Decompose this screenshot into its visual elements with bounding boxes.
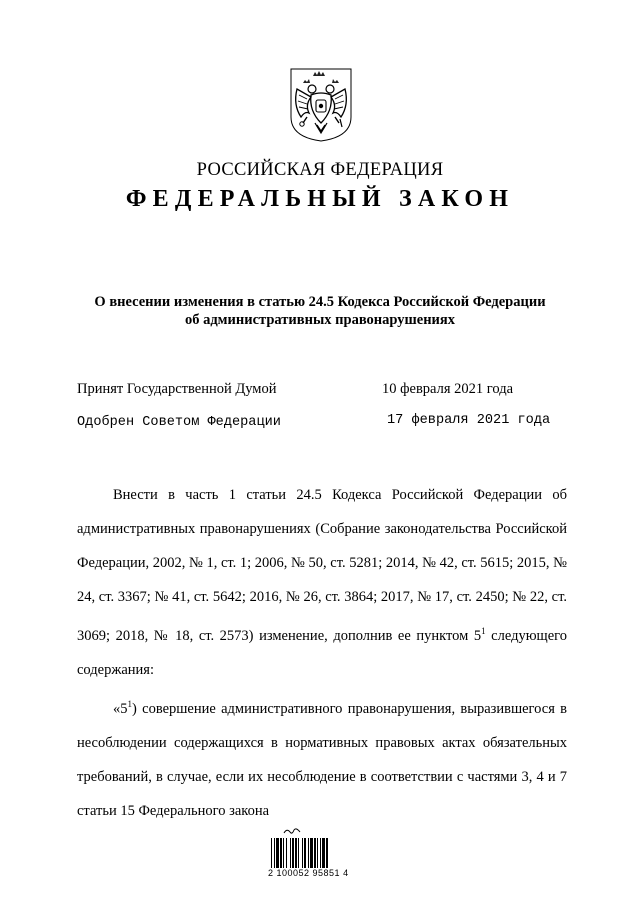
coat-of-arms-emblem [289,67,353,143]
council-approval-label: Одобрен Советом Федерации [77,415,281,430]
document-type: ФЕДЕРАЛЬНЫЙ ЗАКОН [125,186,515,212]
body-paragraph-1-text: Внести в часть 1 статьи 24.5 Кодекса Российской Федерации об административных правонарушениях (Собрание законодательства Российской Федерации, 2002, № 1, ст. 1; 2006, № 50, ст. 5281; 2014, № 42, ст. 5615; 2015, № 24, ст. 3367; № 41, ст. 5642; 2016, № 26, ст. 3864; 2017, № 17, ст. 2450; № 22, ст. 3069; 2018, № 18, ст. 2573) изменение, дополнив ее пунктом 5 [77,487,567,644]
item-paren: ) [132,701,137,717]
superscript: 1 [127,699,132,709]
superscript: 1 [481,626,486,636]
law-title-line-2: об административных правонарушениях [184,312,456,328]
signature-mark [283,826,301,836]
law-title [60,293,580,329]
item-number: «5 [113,701,128,717]
body-paragraph-1-tail: следующего содержания: [77,628,567,678]
country-name: РОССИЙСКАЯ ФЕДЕРАЦИЯ [196,160,444,180]
body-paragraph-1 [77,478,567,687]
council-approval-date: 17 февраля 2021 года [387,413,551,428]
body-paragraph-2 [77,687,567,828]
body-paragraph-2-text: совершение административного правонарушения, выразившегося в несоблюдении содержащихся в нормативных правовых актах обязательных требований, в случае, если их несоблюдение в соответствии с частями 3, 4 и 7 статьи 15 Федерального закона [77,701,567,819]
duma-adoption-label: Принят Государственной Думой [77,381,277,397]
duma-adoption-date: 10 февраля 2021 года [382,381,514,397]
law-body [77,478,567,828]
law-title-line-1: О внесении изменения в статью 24.5 Кодекса Российской Федерации [94,294,546,310]
barcode-number: 2 100052 95851 4 [268,868,349,878]
barcode [270,838,358,868]
